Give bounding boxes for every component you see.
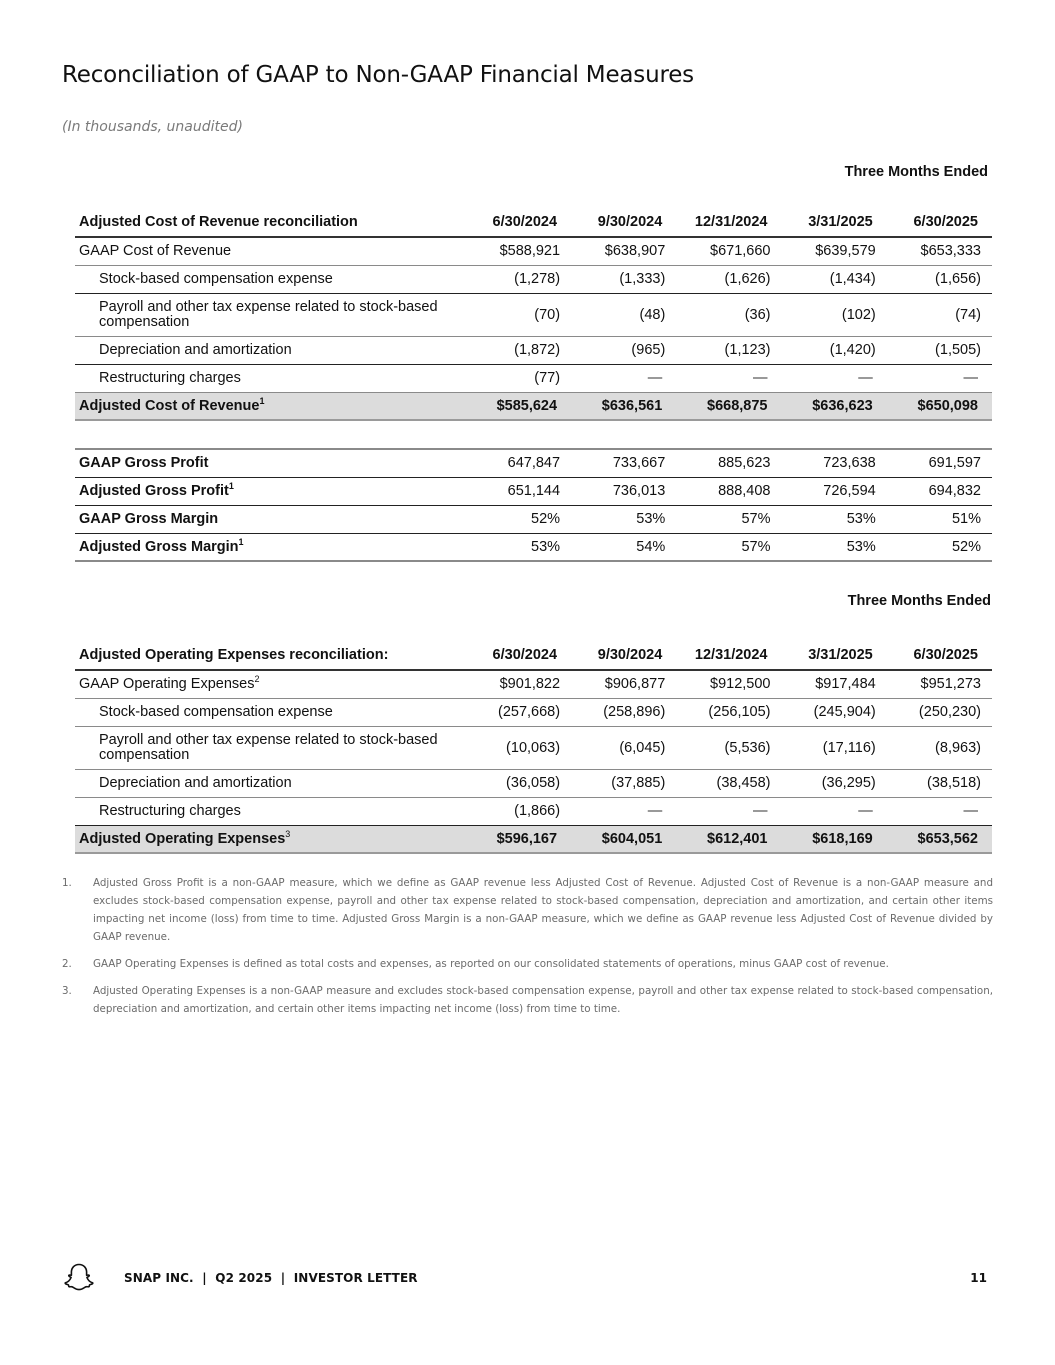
footnote-ref: 2 — [254, 674, 260, 685]
cell-value: (965) — [571, 336, 676, 364]
table-row — [75, 797, 992, 825]
column-header: 6/30/2024 — [492, 213, 558, 230]
cell-value: (250,230) — [887, 698, 992, 726]
table-row — [75, 769, 992, 797]
cell-value: 885,623 — [676, 449, 781, 477]
table-heading: Adjusted Operating Expenses reconciliation: — [79, 646, 389, 663]
cell-value: (1,505) — [887, 336, 992, 364]
cell-value: (5,536) — [676, 726, 781, 769]
cell-value: (8,963) — [887, 726, 992, 769]
row-label-text: GAAP Operating Expenses — [79, 676, 255, 693]
table-row — [75, 336, 992, 364]
cell-value: (77) — [466, 364, 571, 392]
row-label — [75, 670, 466, 698]
column-header: 12/31/2024 — [694, 213, 768, 230]
column-header: 6/30/2025 — [913, 646, 978, 663]
snapchat-ghost-icon — [62, 1261, 96, 1295]
cell-value: 694,832 — [887, 477, 992, 505]
page-footer — [62, 1260, 993, 1296]
cell-value: 53% — [782, 533, 887, 561]
table-row — [75, 726, 992, 769]
cell-value: $639,579 — [782, 237, 887, 265]
total-value: $596,167 — [466, 825, 571, 853]
page-title: Reconciliation of GAAP to Non-GAAP Financial Measures — [62, 62, 694, 88]
cell-value: (258,896) — [571, 698, 676, 726]
cell-value: (1,123) — [676, 336, 781, 364]
cell-value: $671,660 — [676, 237, 781, 265]
cell-value: $912,500 — [676, 670, 781, 698]
total-value: $612,401 — [676, 825, 781, 853]
cell-value: $917,484 — [782, 670, 887, 698]
table-row — [75, 533, 992, 561]
footnote-ref: 1 — [238, 536, 244, 547]
cell-value: (6,045) — [571, 726, 676, 769]
cell-value: (36,295) — [782, 769, 887, 797]
cell-value: $638,907 — [571, 237, 676, 265]
cell-value: 53% — [571, 505, 676, 533]
footer-text: SNAP INC. | Q2 2025 | INVESTOR LETTER — [124, 1271, 418, 1285]
footnote-ref: 3 — [285, 828, 291, 839]
column-header: 3/31/2025 — [808, 213, 873, 230]
total-value: $636,561 — [571, 392, 676, 420]
cell-value: 51% — [887, 505, 992, 533]
table-row — [75, 477, 992, 505]
footnote-item — [62, 874, 993, 946]
cell-value: 52% — [887, 533, 992, 561]
cell-value: (17,116) — [782, 726, 887, 769]
total-label — [75, 392, 466, 420]
cell-value: (1,866) — [466, 797, 571, 825]
cell-value: — — [887, 364, 992, 392]
operating-expenses-table — [75, 640, 992, 854]
row-label-text: Adjusted Gross Margin — [79, 538, 239, 555]
cell-value: (37,885) — [571, 769, 676, 797]
cell-value: 691,597 — [887, 449, 992, 477]
total-label-text: Adjusted Operating Expenses — [79, 830, 286, 847]
row-label: Restructuring charges — [75, 364, 466, 392]
table-row — [75, 237, 992, 265]
page-subtitle: (In thousands, unaudited) — [62, 119, 243, 135]
table-header-row — [75, 207, 992, 237]
cell-value: $906,877 — [571, 670, 676, 698]
cell-value: 888,408 — [676, 477, 781, 505]
row-label — [75, 449, 466, 477]
cell-value: (245,904) — [782, 698, 887, 726]
cell-value: (257,668) — [466, 698, 571, 726]
total-row — [75, 392, 992, 420]
cell-value: 53% — [466, 533, 571, 561]
table-header-row — [75, 640, 992, 670]
total-value: $604,051 — [571, 825, 676, 853]
cell-value: $901,822 — [466, 670, 571, 698]
footnote-text: Adjusted Gross Profit is a non-GAAP measure, which we define as GAAP revenue less Adjusted Cost of Revenue. Adjusted Cost of Revenue is a non-GAAP measure and excludes stock-based compensation expense, payroll and other tax expense related to stock-based compensation, depreciation and amortization, and certain other items impacting net income (loss) from time to time. Adjusted Gross Margin is a non-GAAP measure, which we define as GAAP revenue less Adjusted Cost of Revenue divided by GAAP revenue. — [93, 877, 993, 943]
cell-value: — — [676, 364, 781, 392]
row-label: Payroll and other tax expense related to stock-based compensation — [75, 726, 466, 769]
cell-value: (74) — [887, 293, 992, 336]
table-row — [75, 449, 992, 477]
cell-value: (36,058) — [466, 769, 571, 797]
cell-value: — — [571, 364, 676, 392]
cell-value: (38,458) — [676, 769, 781, 797]
cell-value: $653,333 — [887, 237, 992, 265]
cell-value: (1,434) — [782, 265, 887, 293]
table-row — [75, 505, 992, 533]
cell-value: — — [887, 797, 992, 825]
cell-value: 647,847 — [466, 449, 571, 477]
column-header: 3/31/2025 — [808, 646, 873, 663]
cell-value: 57% — [676, 505, 781, 533]
total-value: $585,624 — [466, 392, 571, 420]
cell-value: 52% — [466, 505, 571, 533]
gross-profit-table — [75, 448, 992, 562]
cell-value: — — [571, 797, 676, 825]
column-header: 6/30/2025 — [913, 213, 978, 230]
footnote-number: 3. — [62, 985, 72, 997]
column-header: 9/30/2024 — [597, 213, 663, 230]
column-header: 12/31/2024 — [694, 646, 768, 663]
cost-of-revenue-period-caption: Three Months Ended — [844, 164, 988, 180]
total-value: $668,875 — [676, 392, 781, 420]
cost-of-revenue-table — [75, 207, 992, 421]
row-label — [75, 533, 466, 561]
footnote-ref: 1 — [228, 481, 234, 492]
table-row — [75, 670, 992, 698]
cell-value: (10,063) — [466, 726, 571, 769]
column-header: 6/30/2024 — [492, 646, 558, 663]
footnote-number: 1. — [62, 877, 72, 889]
row-label — [75, 505, 466, 533]
footnotes — [62, 874, 993, 1027]
row-label — [75, 477, 466, 505]
footnote-text: Adjusted Operating Expenses is a non-GAAP measure and excludes stock-based compensation expense, payroll and other tax expense related to stock-based compensation, depreciation and amortization, and certain other items impacting net income (loss) from time to time. — [93, 985, 993, 1015]
cell-value: (1,420) — [782, 336, 887, 364]
table-row — [75, 293, 992, 336]
cell-value: (102) — [782, 293, 887, 336]
footnote-text: GAAP Operating Expenses is defined as total costs and expenses, as reported on our consolidated statements of operations, minus GAAP cost of revenue. — [93, 958, 889, 970]
total-value: $653,562 — [887, 825, 992, 853]
cell-value: 54% — [571, 533, 676, 561]
cell-value: (36) — [676, 293, 781, 336]
cell-value: (1,872) — [466, 336, 571, 364]
cell-value: — — [782, 797, 887, 825]
cell-value: — — [676, 797, 781, 825]
row-label: Stock-based compensation expense — [75, 265, 466, 293]
cell-value: (1,333) — [571, 265, 676, 293]
row-label: GAAP Cost of Revenue — [75, 237, 466, 265]
cell-value: (1,626) — [676, 265, 781, 293]
cell-value: 723,638 — [782, 449, 887, 477]
cell-value: — — [782, 364, 887, 392]
cell-value: (70) — [466, 293, 571, 336]
total-label — [75, 825, 466, 853]
row-label: Depreciation and amortization — [75, 336, 466, 364]
row-label-text: GAAP Gross Profit — [79, 455, 209, 472]
table-row — [75, 364, 992, 392]
cell-value: 726,594 — [782, 477, 887, 505]
row-label: Payroll and other tax expense related to stock-based compensation — [75, 293, 466, 336]
cell-value: 651,144 — [466, 477, 571, 505]
cell-value: $951,273 — [887, 670, 992, 698]
cell-value: (48) — [571, 293, 676, 336]
footnote-item — [62, 982, 993, 1018]
row-label-text: GAAP Gross Margin — [79, 511, 219, 527]
cell-value: 736,013 — [571, 477, 676, 505]
total-label-text: Adjusted Cost of Revenue — [79, 397, 260, 414]
cell-value: (256,105) — [676, 698, 781, 726]
cell-value: 733,667 — [571, 449, 676, 477]
table-heading: Adjusted Cost of Revenue reconciliation — [79, 213, 358, 230]
footnote-ref: 1 — [259, 395, 265, 406]
table-row — [75, 698, 992, 726]
total-value: $650,098 — [887, 392, 992, 420]
column-header: 9/30/2024 — [597, 646, 663, 663]
row-label: Depreciation and amortization — [75, 769, 466, 797]
cell-value: 53% — [782, 505, 887, 533]
footnote-number: 2. — [62, 958, 72, 970]
cell-value: 57% — [676, 533, 781, 561]
total-row — [75, 825, 992, 853]
row-label: Stock-based compensation expense — [75, 698, 466, 726]
table-row — [75, 265, 992, 293]
page-number: 11 — [970, 1271, 987, 1285]
total-value: $636,623 — [782, 392, 887, 420]
cell-value: (1,656) — [887, 265, 992, 293]
footnote-item — [62, 955, 993, 973]
operating-expenses-period-caption: Three Months Ended — [847, 593, 991, 609]
row-label-text: Adjusted Gross Profit — [79, 483, 229, 499]
total-value: $618,169 — [782, 825, 887, 853]
cell-value: $588,921 — [466, 237, 571, 265]
row-label: Restructuring charges — [75, 797, 466, 825]
cell-value: (38,518) — [887, 769, 992, 797]
cell-value: (1,278) — [466, 265, 571, 293]
